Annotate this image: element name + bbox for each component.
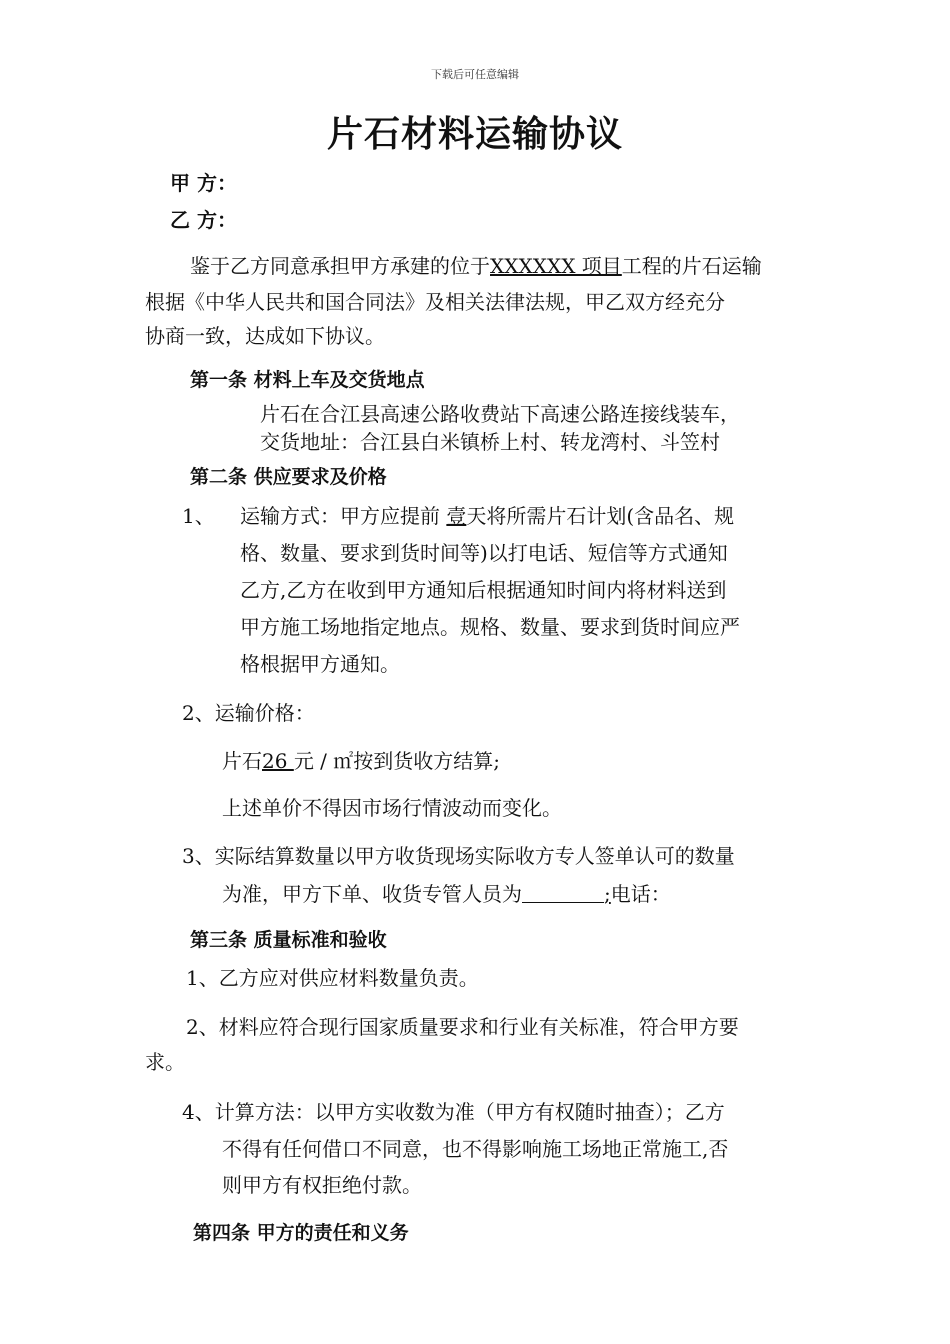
semicolon: ; — [604, 882, 611, 906]
intro-line-3: 协商一致，达成如下协议。 — [145, 324, 385, 348]
intro-line-1 — [190, 250, 762, 279]
article-3-item-4-line-1: 4、计算方法：以甲方实收数为准（甲方有权随时抽查）；乙方 — [182, 1100, 725, 1124]
article-4-heading: 第四条 甲方的责任和义务 — [193, 1222, 409, 1244]
item-text: 为准，甲方下单、收货专管人员为 — [222, 882, 522, 906]
item-text: 天将所需片石计划(含品名、规 — [466, 504, 735, 528]
item-text: 运输方式：甲方应提前 — [240, 504, 447, 528]
intro-line-2: 根据《中华人民共和国合同法》及相关法律法规，甲乙双方经充分 — [145, 290, 725, 314]
article-3-heading: 第三条 质量标准和验收 — [190, 929, 387, 951]
article-2-item-3-line-1: 3、实际结算数量以甲方收货现场实际收方专人签单认可的数量 — [182, 844, 735, 868]
article-3-item-2-line-2: 求。 — [145, 1050, 185, 1074]
article-2-item-2-line-3: 上述单价不得因市场行情波动而变化。 — [222, 796, 562, 820]
item-number: 1、 — [182, 504, 215, 528]
article-3-item-4-line-2: 不得有任何借口不同意，也不得影响施工场地正常施工,否 — [222, 1137, 729, 1161]
article-1-heading: 第一条 材料上车及交货地点 — [190, 369, 425, 391]
article-3-item-2-line-1: 2、材料应符合现行国家质量要求和行业有关标准，符合甲方要 — [186, 1015, 739, 1039]
party-a-label: 甲 方： — [170, 171, 237, 195]
article-2-heading: 第二条 供应要求及价格 — [190, 466, 387, 488]
project-name: XXXXXX 项目 — [490, 254, 622, 278]
item-text: 片石 — [222, 749, 262, 773]
header-note: 下载后可任意编辑 — [431, 68, 519, 81]
party-b-label: 乙 方： — [170, 208, 237, 232]
item-text: 元 / ㎡按到货收方结算; — [293, 749, 501, 773]
article-2-item-1-line-1 — [240, 500, 734, 529]
article-2-item-1-line-3: 乙方,乙方在收到甲方通知后根据通知时间内将材料送到 — [240, 578, 727, 602]
document-title: 片石材料运输协议 — [326, 113, 623, 155]
intro-text: 工程的片石运输 — [621, 254, 762, 278]
article-2-item-2-line-1: 2、运输价格： — [182, 701, 315, 725]
article-1-line-2: 交货地址：合江县白米镇桥上村、转龙湾村、斗笠村 — [260, 430, 720, 454]
unit-price: 26 — [262, 749, 294, 773]
item-text: 电话： — [610, 882, 671, 906]
article-3-item-4-line-3: 则甲方有权拒绝付款。 — [222, 1173, 422, 1197]
article-2-item-1-line-4: 甲方施工场地指定地点。规格、数量、要求到货时间应严 — [240, 615, 740, 639]
intro-text: 鉴于乙方同意承担甲方承建的位于 — [190, 254, 490, 278]
article-2-item-1-line-2: 格、数量、要求到货时间等)以打电话、短信等方式通知 — [240, 541, 728, 565]
article-2-item-1-line-5: 格根据甲方通知。 — [240, 652, 400, 676]
article-2-item-2-line-2 — [222, 745, 500, 774]
article-2-item-3-line-2 — [222, 878, 671, 907]
article-1-line-1: 片石在合江县高速公路收费站下高速公路连接线装车， — [260, 402, 740, 426]
blank-field — [522, 882, 604, 903]
advance-days: 壹 — [446, 504, 467, 528]
article-3-item-1: 1、乙方应对供应材料数量负责。 — [186, 966, 479, 990]
